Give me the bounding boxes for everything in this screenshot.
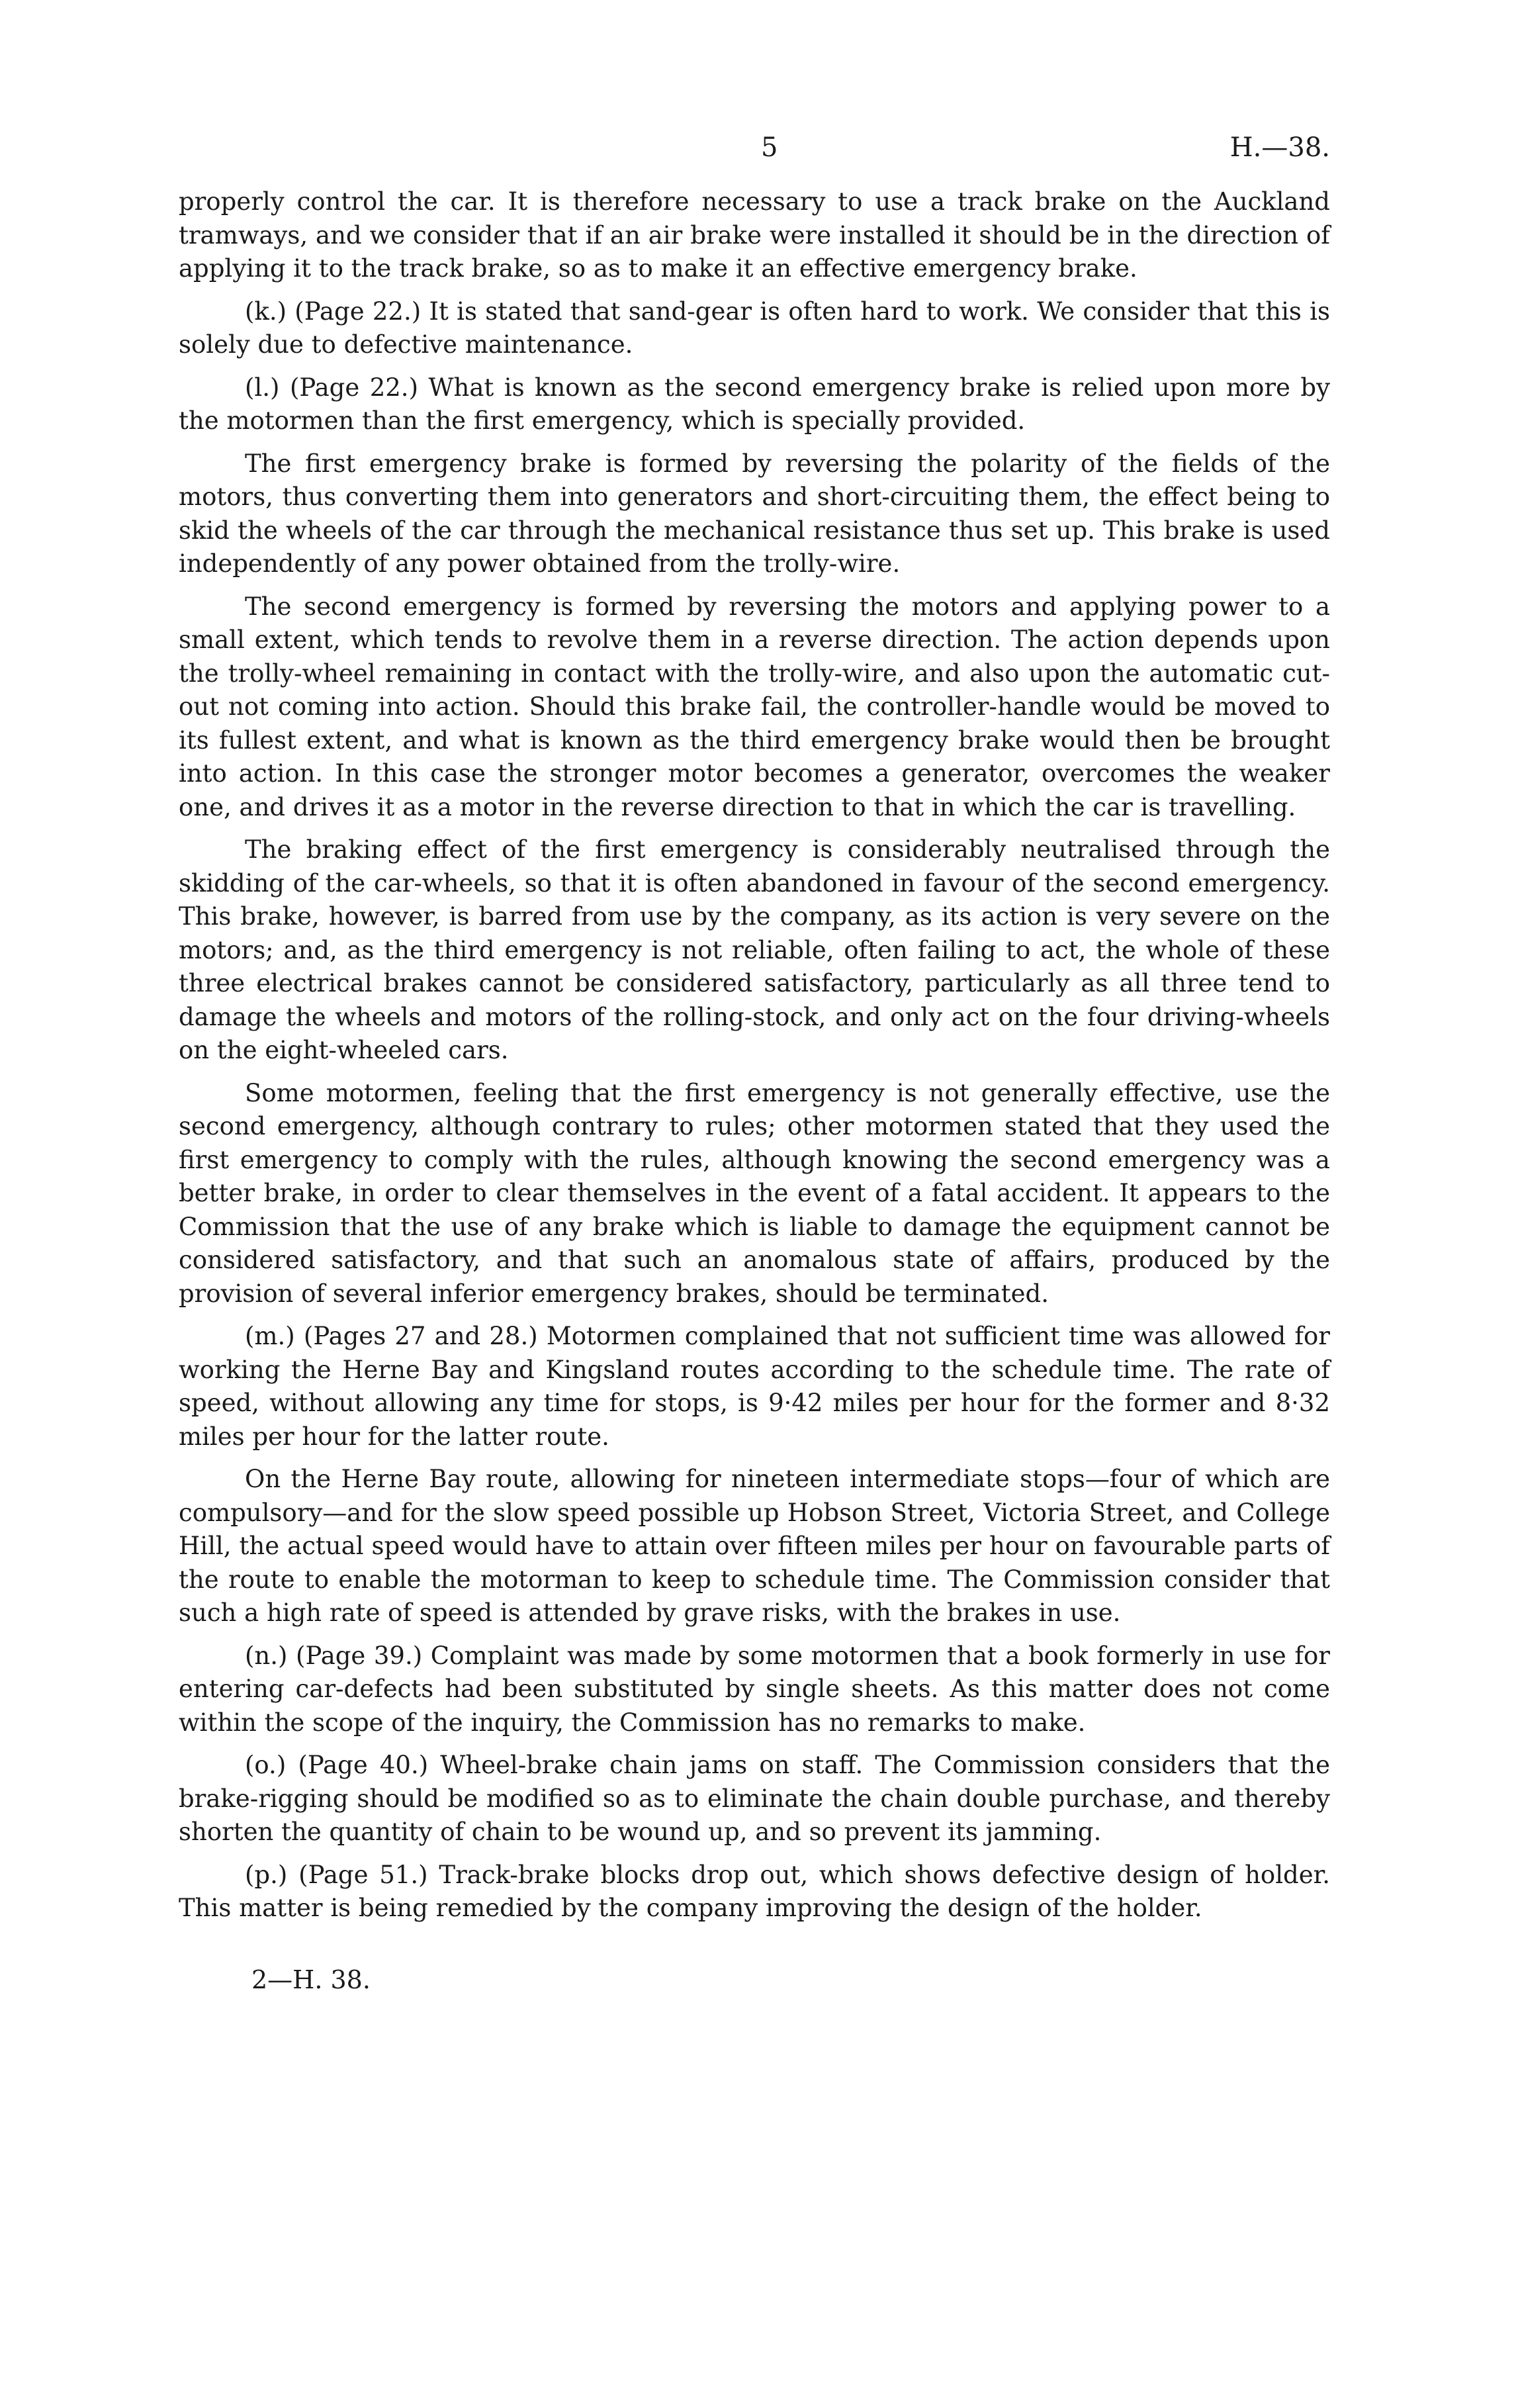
document-page [179, 126, 1330, 1994]
paragraph-l: (l.) (Page 22.) What is known as the second emergency brake is relied upon more by the motormen than the first emergency, which is specially provided. [179, 373, 1330, 435]
signature-mark: 2—H. 38. [251, 1965, 371, 1994]
paragraph-braking-effect: The braking effect of the first emergency is considerably neutralised through the skidding of the car-wheels, so that it is often abandoned in favour of the second emergency. This brake, however, is barred from use by the company, as its action is very severe on the motors; and, as the third emergency is not reliable, often failing to act, the whole of these three electrical brakes cannot be considered satisfactory, particularly as all three tend to damage the wheels and motors of the rolling-stock, and only act on the four driving-wheels on the eight-wheeled cars. [179, 835, 1330, 1064]
body-text [179, 185, 1330, 1925]
paragraph-first-emergency: The first emergency brake is formed by reversing the polarity of the fields of the motors, thus converting them into generators and short-circuiting them, the effect being to skid the wheels of the car through the mechanical resistance thus set up. This brake is used independently of any power obtained from the trolly-wire. [179, 449, 1330, 578]
paragraph-herne-bay: On the Herne Bay route, allowing for nineteen intermediate stops—four of which are compulsory—and for the slow speed possible up Hobson Street, Victoria Street, and College Hill, the actual speed would have to attain over fifteen miles per hour on favourable parts of the route to enable the motorman to keep to schedule time. The Commission consider that such a high rate of speed is attended by grave risks, with the brakes in use. [179, 1465, 1330, 1627]
page-number: 5 [761, 132, 778, 163]
document-reference: H.—38. [1229, 132, 1330, 163]
paragraph-m: (m.) (Pages 27 and 28.) Motormen complained that not sufficient time was allowed for working the Herne Bay and Kingsland routes according to the schedule time. The rate of speed, without allowing any time for stops, is 9·42 miles per hour for the former and 8·32 miles per hour for the latter route. [179, 1322, 1330, 1451]
paragraph-o: (o.) (Page 40.) Wheel-brake chain jams on staff. The Commission considers that the brake-rigging should be modified so as to eliminate the chain double purchase, and thereby shorten the quantity of chain to be wound up, and so prevent its jamming. [179, 1751, 1330, 1846]
paragraph-motormen: Some motormen, feeling that the first emergency is not generally effective, use the second emergency, although contrary to rules; other motormen stated that they used the first emergency to comply with the rules, although knowing the second emergency was a better brake, in order to clear themselves in the event of a fatal accident. It appears to the Commission that the use of any brake which is liable to damage the equipment cannot be considered satisfactory, and that such an anomalous state of affairs, produced by the provision of several inferior emergency brakes, should be terminated. [179, 1078, 1330, 1308]
paragraph-p: (p.) (Page 51.) Track-brake blocks drop out, which shows defective design of holder. This matter is being remedied by the company improving the design of the holder. [179, 1860, 1330, 1922]
paragraph-second-emergency: The second emergency is formed by reversing the motors and applying power to a small extent, which tends to revolve them in a reverse direction. The action depends upon the trolly-wheel remaining in contact with the trolly-wire, and also upon the automatic cut-out not coming into action. Should this brake fail, the controller-handle would be moved to its fullest extent, and what is known as the third emergency brake would then be brought into action. In this case the stronger motor becomes a generator, overcomes the weaker one, and drives it as a motor in the reverse direction to that in which the car is travelling. [179, 592, 1330, 821]
paragraph-continuation: properly control the car. It is therefore necessary to use a track brake on the Auckland tramways, and we consider that if an air brake were installed it should be in the direction of applying it to the track brake, so as to make it an effective emergency brake. [179, 187, 1330, 283]
paragraph-k: (k.) (Page 22.) It is stated that sand-gear is often hard to work. We consider that this is solely due to defective maintenance. [179, 297, 1330, 359]
page-header [179, 126, 1330, 185]
paragraph-n: (n.) (Page 39.) Complaint was made by some motormen that a book formerly in use for entering car-defects had been substituted by single sheets. As this matter does not come within the scope of the inquiry, the Commission has no remarks to make. [179, 1641, 1330, 1737]
